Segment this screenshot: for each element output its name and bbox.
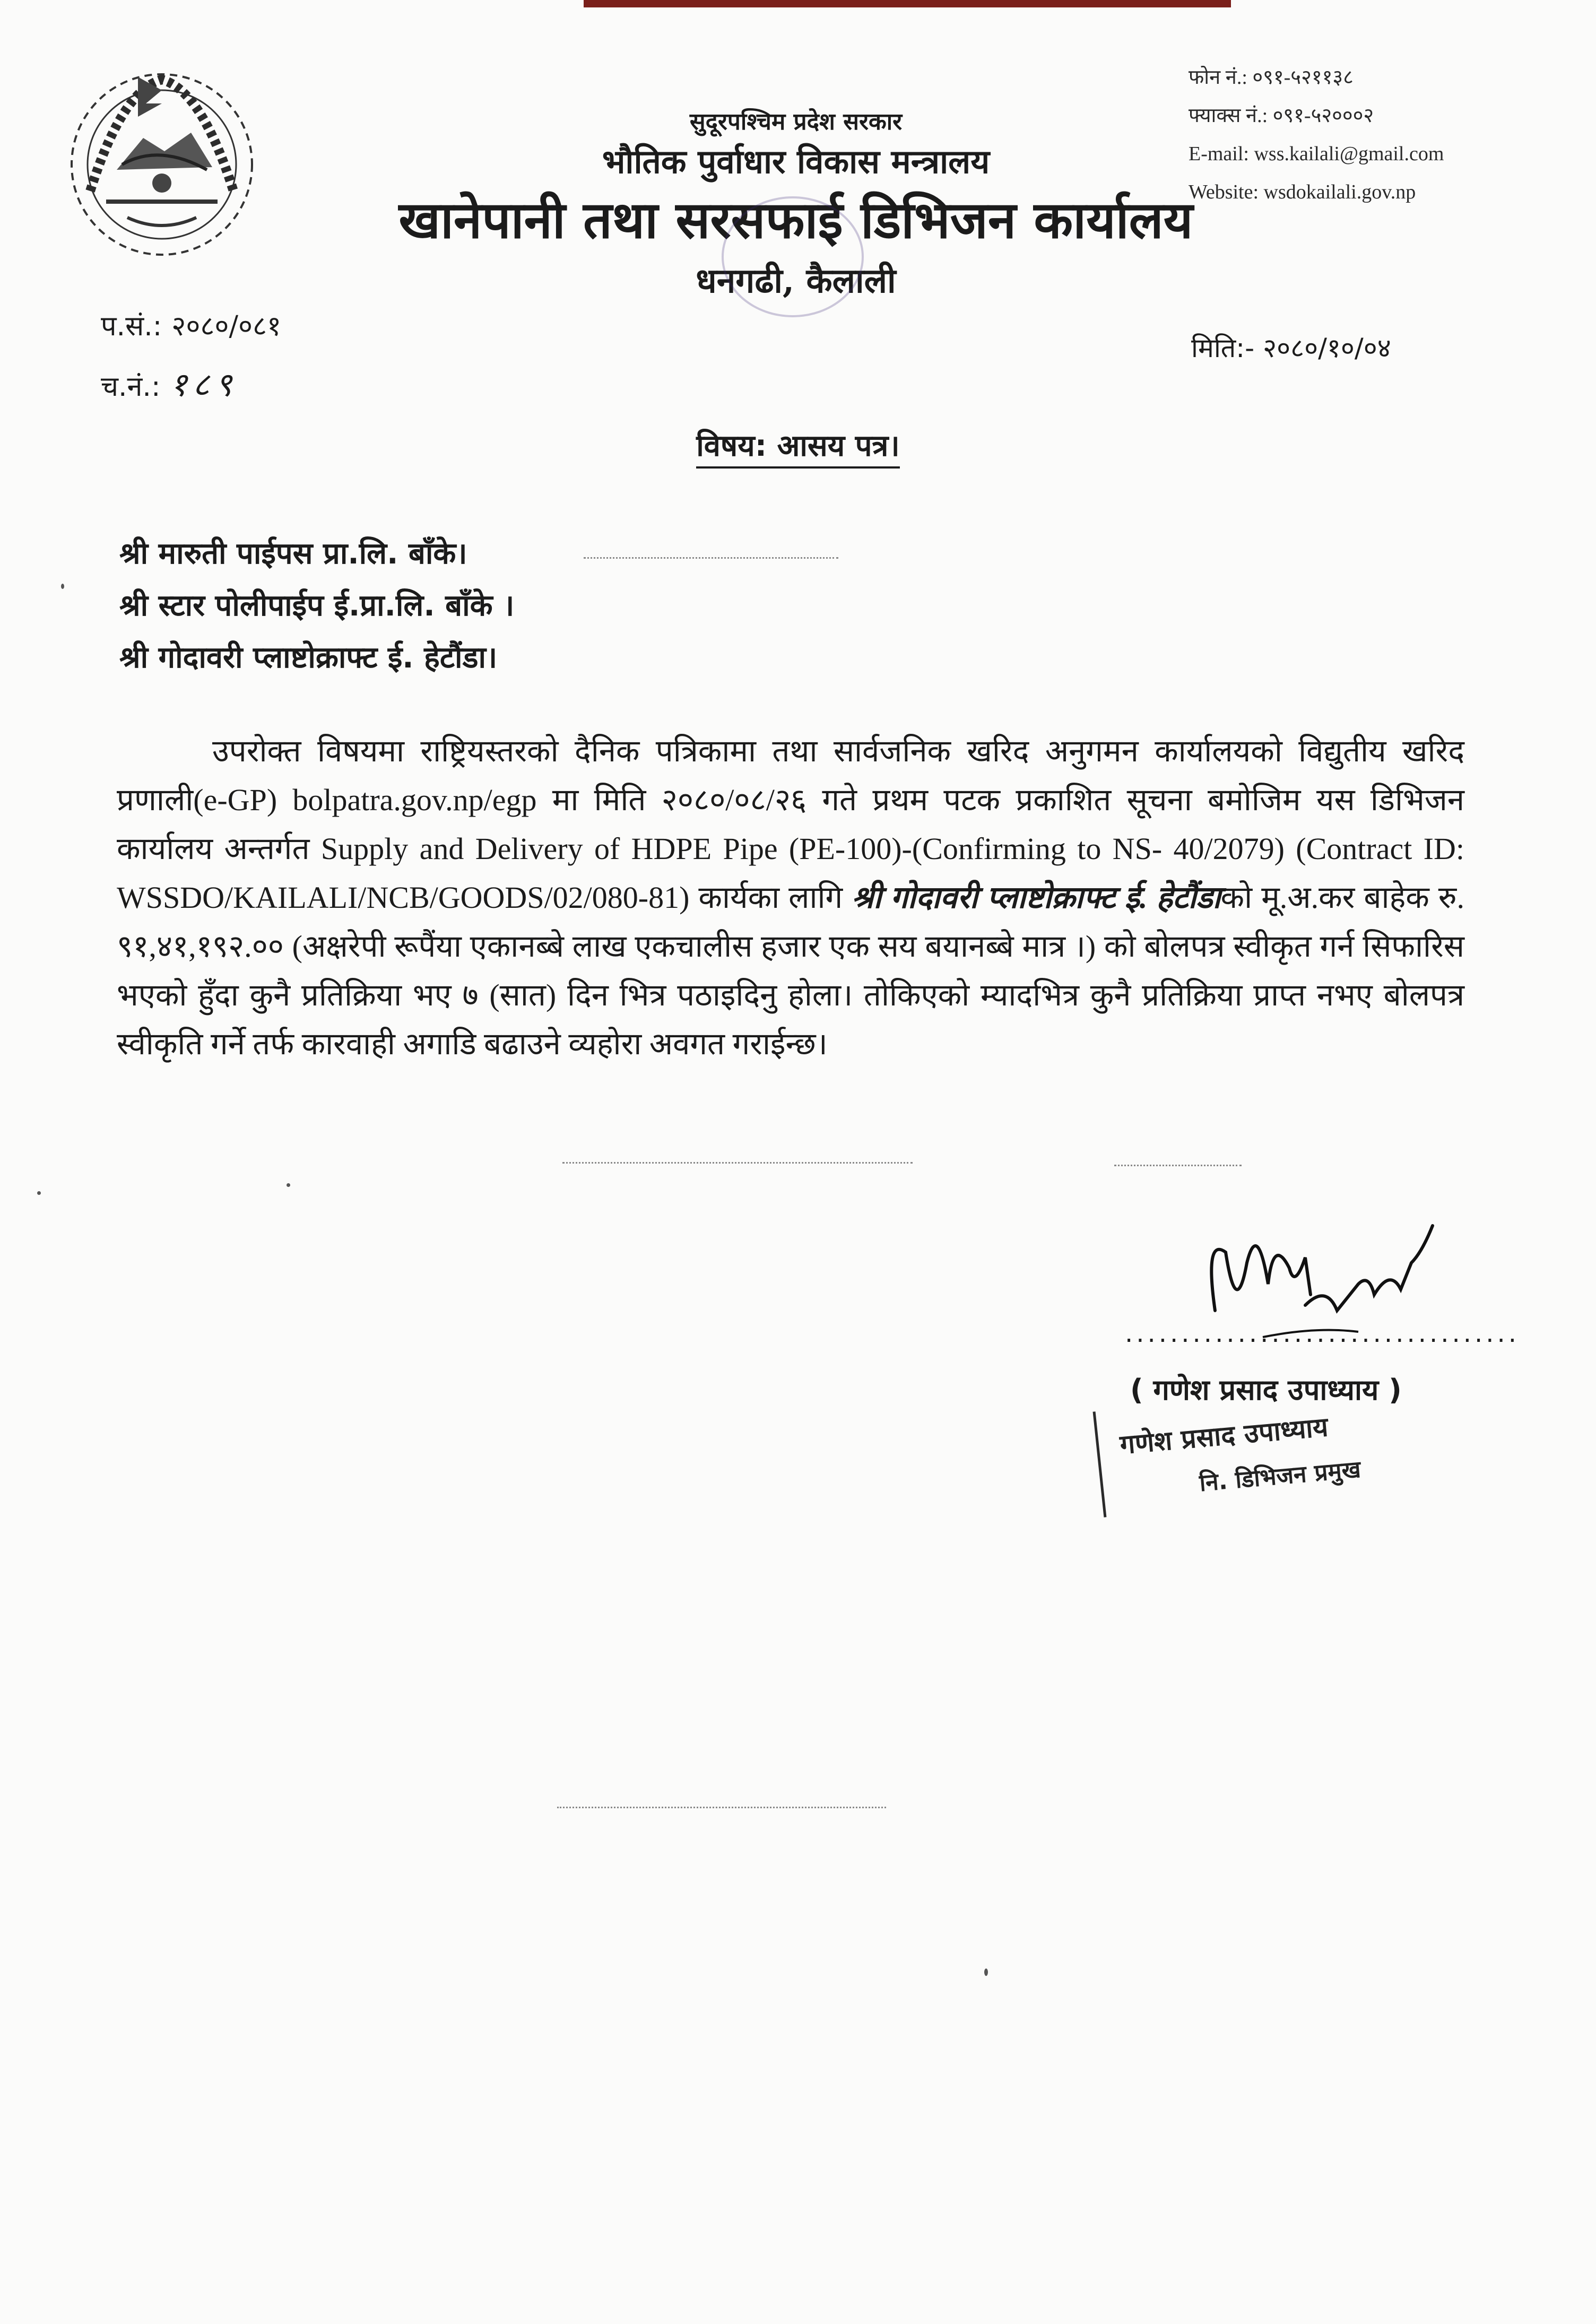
dispatch-number	[101, 355, 281, 416]
cn-value: १८९	[170, 365, 238, 404]
faint-office-stamp	[722, 196, 864, 317]
office-name: खानेपानी तथा सरसफाई डिभिजन कार्यालय	[398, 190, 1193, 250]
scan-artifact	[1114, 1165, 1242, 1168]
phone-number: फोन नं.: ०९१-५२११३८	[1189, 66, 1354, 89]
reference-numbers	[101, 297, 281, 416]
scan-speck	[287, 1183, 290, 1187]
ministry-name: भौतिक पुर्वाधार विकास मन्त्रालय	[602, 142, 990, 181]
scan-artifact	[557, 1807, 886, 1810]
ps-label: प.सं.:	[101, 310, 162, 342]
signatory-name: ( गणेश प्रसाद उपाध्याय )	[1130, 1373, 1402, 1407]
fax-number: फ्याक्स नं.: ०९१-५२०००२	[1189, 105, 1374, 127]
office-location: धनगढी, कैलाली	[696, 261, 896, 301]
body-part-2: को मू.अ.कर बाहेक रु. ९१,४१,१९२.०० (अक्षरेपी रूपैंया एकानब्बे लाख एकचालीस हजार एक सय बयानब्बे मात्र ।) को बोलपत्र स्वीकृत गर्न सिफारिस भएको हुँदा कुनै प्रतिक्रिया भए ७ (सात) दिन भित्र पठाइदिनु होला। तोकिएको म्यादभित्र कुनै प्रतिक्रिया प्राप्त नभए बोलपत्र स्वीकृति गर्ने तर्फ कारवाही अगाडि बढाउने व्यहोरा अवगत गराईन्छ।	[117, 880, 1464, 1061]
contact-info	[1189, 58, 1571, 211]
subject-text: विषय: आसय पत्र।	[696, 429, 899, 469]
email-address: E-mail: wss.kailali@gmail.com	[1189, 143, 1444, 165]
stamp-border	[1093, 1411, 1107, 1517]
scan-speck	[61, 584, 64, 589]
government-emblem-icon	[58, 58, 265, 265]
signature-dotted-line: ...................................	[1125, 1319, 1520, 1348]
scan-artifact	[584, 557, 838, 560]
body-part-1: उपरोक्त विषयमा राष्ट्रियस्तरको दैनिक पत्रिकामा तथा सार्वजनिक खरिद अनुगमन कार्यालयको विद्युतीय खरिद प्रणाली(e-GP) bolpatra.gov.np/egp मा मिति २०८०/०८/२६ गते प्रथम पटक प्रकाशित सूचना बमोजिम यस डिभिजन कार्यालय अन्तर्गत Supply and Delivery of HDPE Pipe (PE-100)-(Confirming to NS- 40/2079) (Contract ID: WSSDO/KAILALI/NCB/GOODS/02/080-81) कार्यका लागि	[117, 734, 1464, 915]
page-edge-strip	[584, 0, 1231, 7]
stamp-signatory-name: गणेश प्रसाद उपाध्याय	[1118, 1411, 1330, 1461]
scan-speck	[984, 1969, 988, 1976]
subject-line	[0, 424, 1596, 465]
website-address: Website: wsdokailali.gov.np	[1189, 181, 1416, 203]
addressee-list	[119, 528, 514, 684]
ps-value: २०८०/०८१	[171, 310, 282, 342]
cn-label: च.नं.:	[101, 371, 161, 403]
letter-body	[117, 727, 1464, 1069]
addressee-item: श्री गोदावरी प्लाष्टोक्राफ्ट ई. हेटौंडा।	[119, 640, 498, 675]
letter-ref-number	[101, 297, 281, 355]
addressee-item: श्री स्टार पोलीपाईप ई.प्रा.लि. बाँके ।	[119, 588, 515, 623]
scan-artifact	[562, 1162, 913, 1165]
letter-date: मिति:- २०८०/१०/०४	[1191, 333, 1391, 363]
addressee-item: श्री मारुती पाईपस प्रा.लि. बाँके।	[119, 536, 467, 571]
scan-speck	[37, 1191, 41, 1195]
body-highlight-company: श्री गोदावरी प्लाष्टोक्राफ्ट ई. हेटौंडा	[852, 880, 1221, 915]
stamp-signatory-title: नि. डिभिजन प्रमुख	[1198, 1455, 1362, 1497]
government-name: सुदूरपश्चिम प्रदेश सरकार	[689, 108, 903, 135]
signature-block	[1072, 1204, 1539, 1523]
